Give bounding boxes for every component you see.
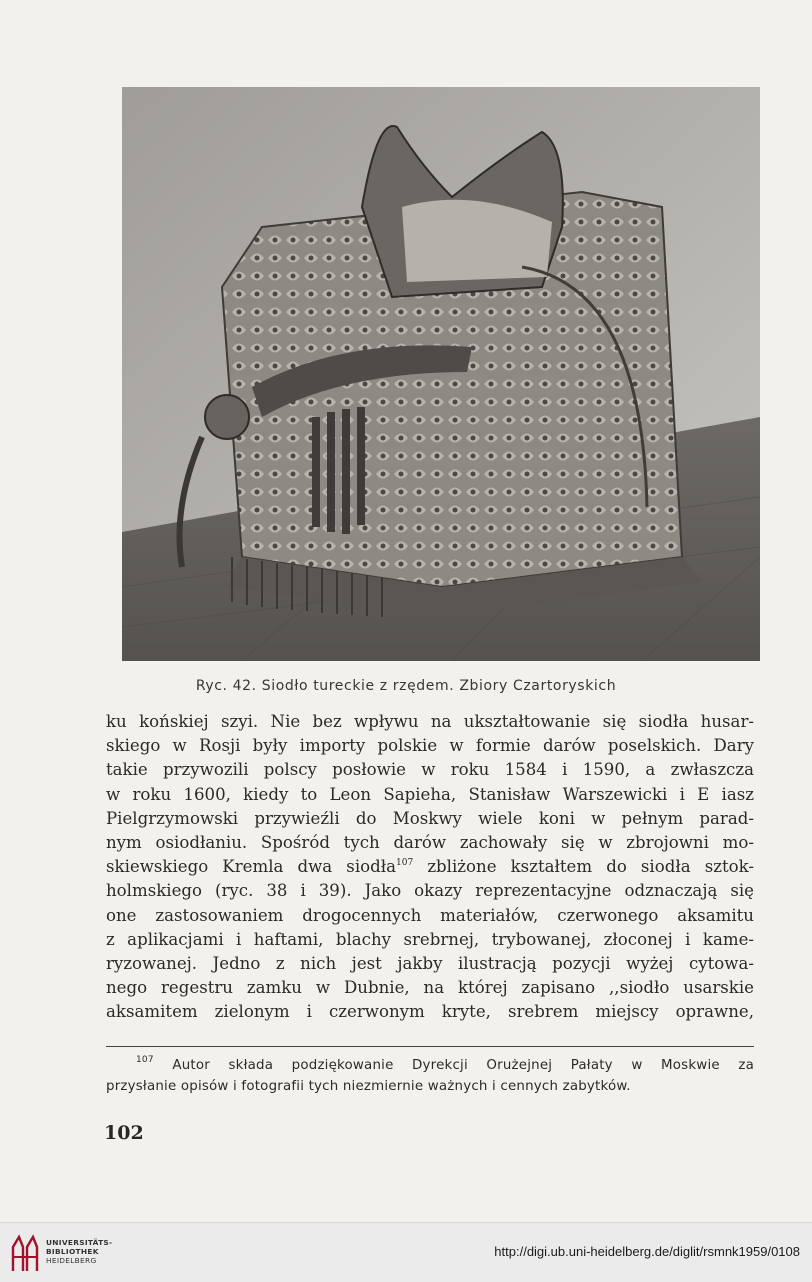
text-line: ku końskiej szyi. Nie bez wpływu na ukształtowanie się siodła husar- (106, 712, 754, 731)
source-url-link[interactable]: http://digi.ub.uni-heidelberg.de/diglit/rsmnk1959/0108 (494, 1244, 800, 1259)
page-number: 102 (104, 1122, 144, 1144)
footnote-line: przysłanie opisów i fotografii tych niezmiernie ważnych i cennych zabytków. (106, 1079, 631, 1094)
body-text (106, 710, 754, 1025)
saddle-photograph (122, 87, 760, 661)
text-line: takie przywozili polscy posłowie w roku 1584 i 1590, a zwłaszcza (106, 760, 754, 780)
text-line: z aplikacjami i haftami, blachy srebrnej, trybowanej, złoconej i kame- (106, 929, 754, 949)
text-line: w roku 1600, kiedy to Leon Sapieha, Stanisław Warszewicki i E iasz (106, 784, 754, 804)
text-segment: zbliżone kształtem do siodła sztok- (427, 857, 754, 877)
text-line-with-footnote-ref (106, 855, 754, 879)
footnote-line (106, 1055, 754, 1076)
text-line: Pielgrzymowski przywieźli do Moskwy wiele koni w pełnym parad- (106, 808, 754, 828)
library-name-line: UNIVERSITÄTS- (46, 1238, 113, 1247)
footnote-text: Autor składa podziękowanie Dyrekcji Orużejnej Pałaty w Moskwie za (172, 1058, 754, 1073)
footnote-divider (106, 1046, 754, 1047)
text-line: nego regestru zamku w Dubnie, na której zapisano ,,siodło usarskie (106, 978, 754, 998)
footnote-number: 107 (136, 1055, 154, 1065)
heidelberg-logo-icon[interactable] (10, 1233, 40, 1273)
text-segment: skiewskiego Kremla dwa siodła (106, 857, 397, 877)
figure-caption: Ryc. 42. Siodło tureckie z rzędem. Zbiory Czartoryskich (195, 678, 617, 694)
text-line: one zastosowaniem drogocennych materiałów, czerwonego aksamitu (106, 905, 754, 925)
footnote (106, 1055, 754, 1097)
text-line: ryzowanej. Jedno z nich jest jakby ilustracją pozycji wyżej cytowa- (106, 954, 754, 974)
text-line: aksamitem zielonym i czerwonym kryte, srebrem miejscy oprawne, (106, 1002, 754, 1022)
text-line: nym osiodłaniu. Spośród tych darów zachowały się w zbrojowni mo- (106, 833, 754, 853)
library-name (46, 1238, 112, 1265)
digitization-footer (0, 1222, 812, 1282)
text-line: holmskiego (ryc. 38 i 39). Jako okazy reprezentacyjne odznaczają się (106, 881, 754, 901)
library-name-line: HEIDELBERG (46, 1256, 97, 1265)
library-name-line: BIBLIOTHEK (46, 1247, 99, 1256)
text-line: skiego w Rosji były importy polskie w formie darów poselskich. Dary (106, 736, 754, 756)
saddle-photo-image (122, 87, 760, 661)
footnote-reference: 107 (396, 858, 414, 869)
